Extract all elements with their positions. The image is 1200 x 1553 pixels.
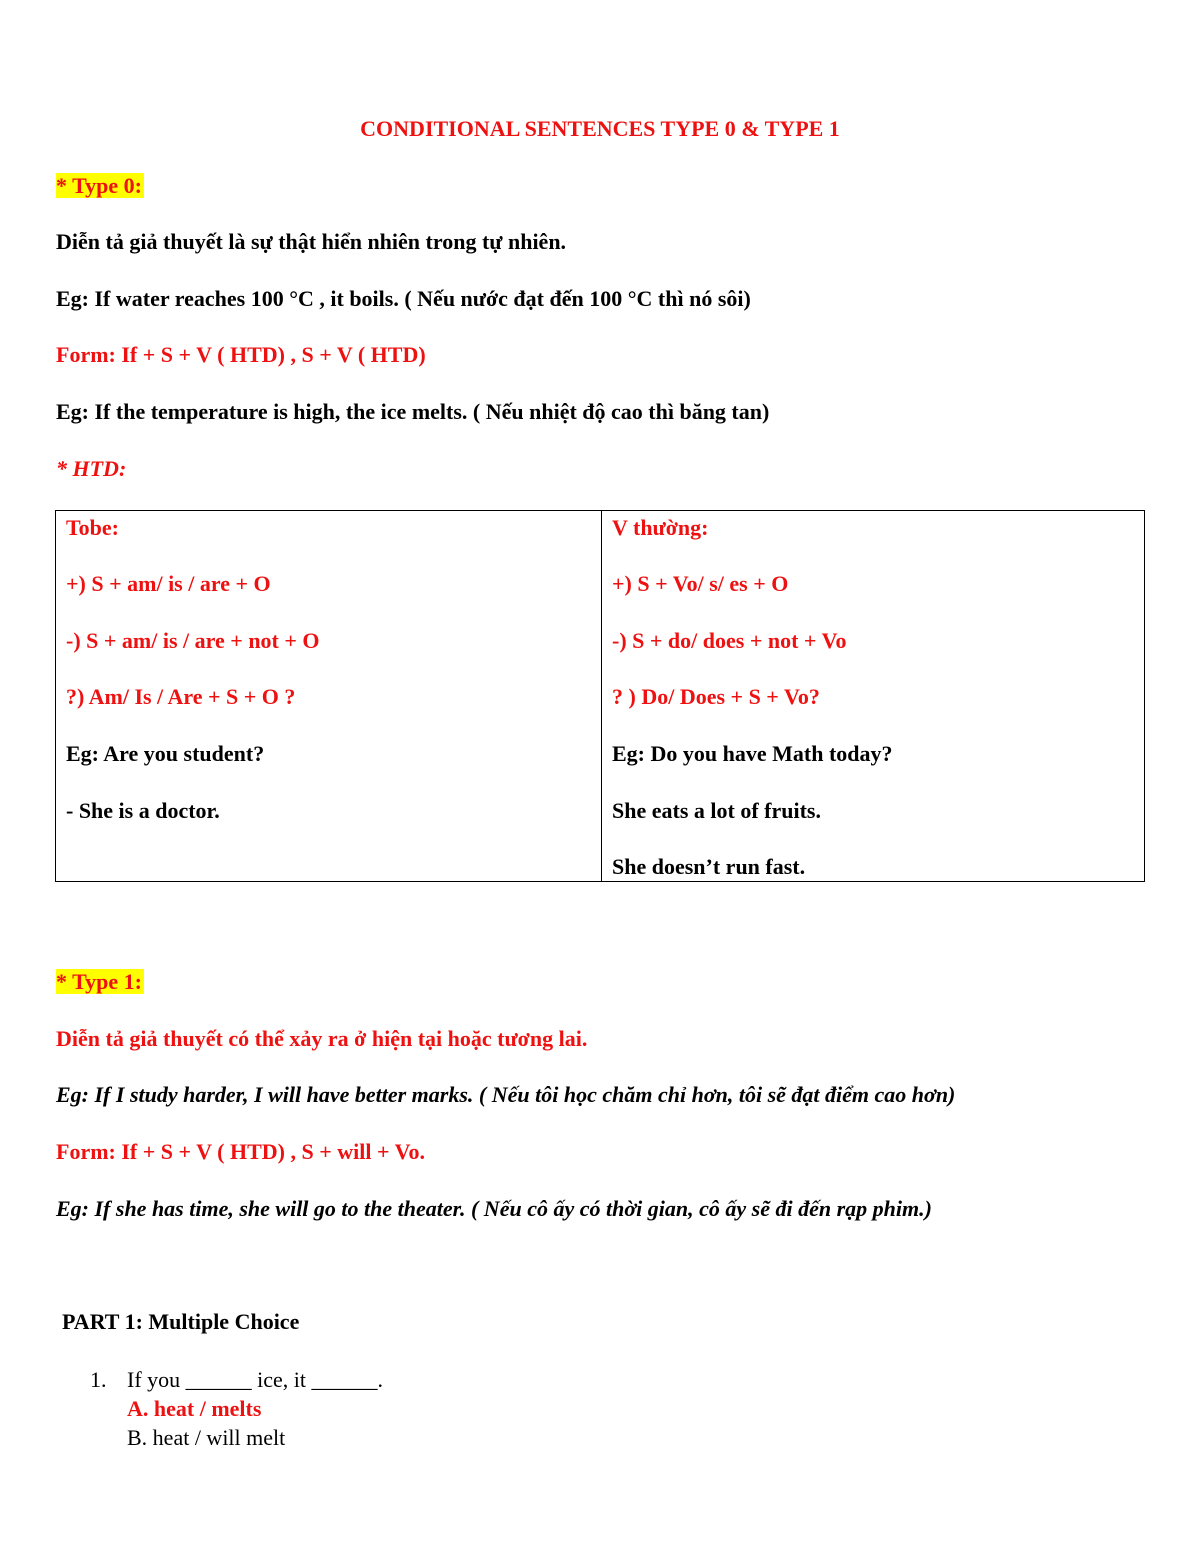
verb-example-2: She eats a lot of fruits.	[612, 798, 821, 823]
type0-example-1: Eg: If water reaches 100 °C , it boils. ( Nếu nước đạt đến 100 °C thì nó sôi)	[56, 286, 751, 311]
type1-description: Diễn tả giả thuyết có thể xảy ra ở hiện tại hoặc tương lai.	[56, 1026, 588, 1051]
type0-heading-highlight: * Type 0:	[56, 173, 142, 198]
tobe-example-2: - She is a doctor.	[66, 798, 220, 823]
type1-heading-highlight: * Type 1:	[56, 969, 142, 994]
type1-form: Form: If + S + V ( HTD) , S + will + Vo.	[56, 1139, 425, 1164]
verb-cell	[602, 511, 1145, 882]
question-text: If you ______ ice, it ______.	[127, 1367, 384, 1392]
tobe-question: ?) Am/ Is / Are + S + O ?	[66, 684, 296, 709]
type1-example-1: Eg: If I study harder, I will have better marks. ( Nếu tôi học chăm chỉ hơn, tôi sẽ đạt điểm cao hơn)	[56, 1082, 956, 1107]
option-b: B. heat / will melt	[127, 1425, 286, 1450]
tobe-header: Tobe:	[66, 515, 119, 540]
htd-table	[55, 510, 1145, 882]
verb-question: ? ) Do/ Does + S + Vo?	[612, 684, 820, 709]
htd-table-row	[56, 511, 1145, 882]
htd-heading: * HTD:	[56, 456, 127, 481]
verb-header: V thường:	[612, 515, 709, 540]
type0-form: Form: If + S + V ( HTD) , S + V ( HTD)	[56, 342, 426, 367]
tobe-positive: +) S + am/ is / are + O	[66, 571, 271, 596]
option-a: A. heat / melts	[127, 1396, 262, 1421]
verb-negative: -) S + do/ does + not + Vo	[612, 628, 847, 653]
type0-heading	[56, 172, 144, 200]
part1-title: PART 1: Multiple Choice	[62, 1309, 300, 1334]
question-number: 1.	[90, 1367, 107, 1392]
verb-positive: +) S + Vo/ s/ es + O	[612, 571, 789, 596]
document-title: CONDITIONAL SENTENCES TYPE 0 & TYPE 1	[360, 116, 840, 141]
type1-heading	[56, 968, 144, 996]
tobe-example-1: Eg: Are you student?	[66, 741, 265, 766]
verb-example-1: Eg: Do you have Math today?	[612, 741, 893, 766]
type0-example-2: Eg: If the temperature is high, the ice melts. ( Nếu nhiệt độ cao thì băng tan)	[56, 399, 770, 424]
type1-example-2: Eg: If she has time, she will go to the theater. ( Nếu cô ấy có thời gian, cô ấy sẽ đi đến rạp phim.)	[56, 1196, 932, 1221]
tobe-negative: -) S + am/ is / are + not + O	[66, 628, 320, 653]
tobe-cell	[56, 511, 602, 882]
type0-description: Diễn tả giả thuyết là sự thật hiển nhiên trong tự nhiên.	[56, 229, 567, 254]
verb-example-3: She doesn’t run fast.	[612, 854, 806, 879]
